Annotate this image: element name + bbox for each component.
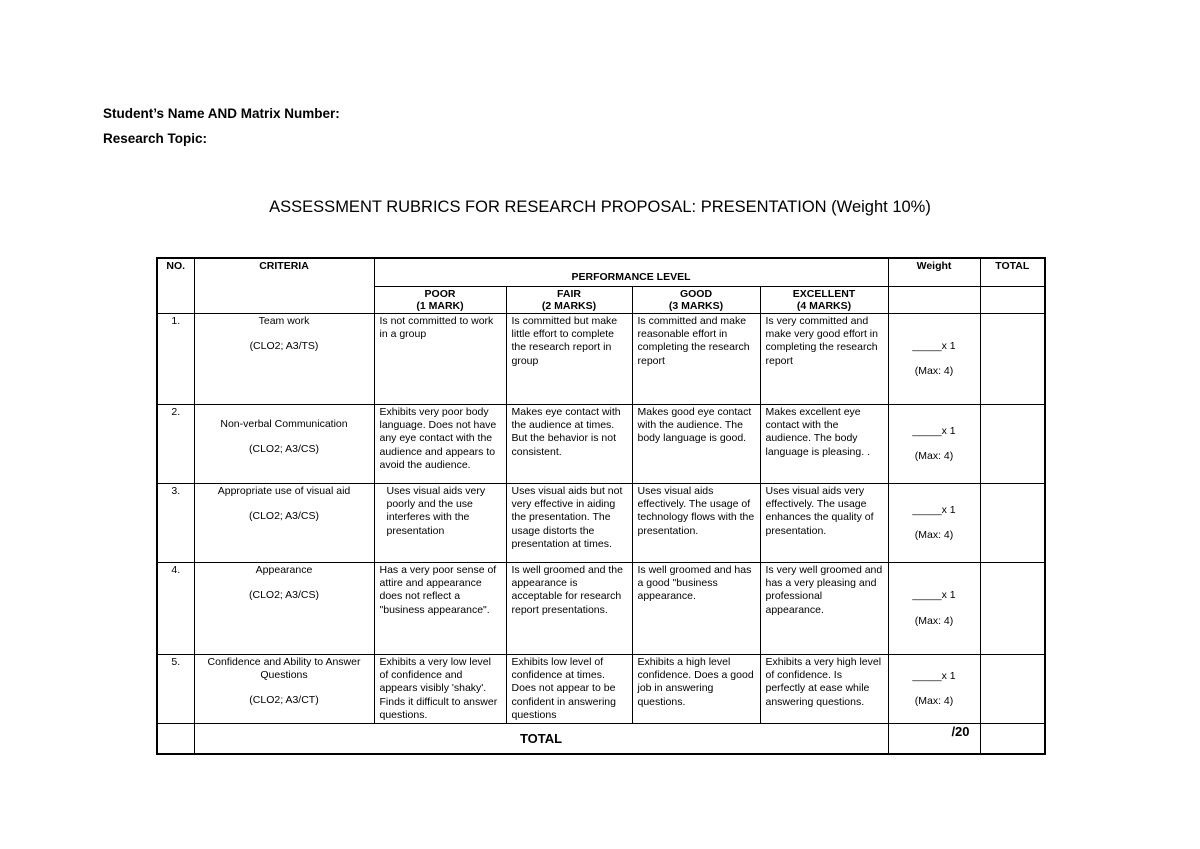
level-name: FAIR — [557, 288, 581, 300]
level-marks: (4 MARKS) — [796, 300, 852, 312]
criteria-code: (CLO2; A3/TS) — [249, 340, 319, 353]
criteria-code: (CLO2; A3/CS) — [248, 510, 320, 523]
row-total-cell — [980, 405, 1045, 484]
level-marks: (2 MARKS) — [541, 300, 597, 312]
criteria-code: (CLO2; A3/CS) — [248, 443, 320, 456]
row-total-cell — [980, 655, 1045, 724]
table-row — [157, 655, 1045, 724]
weight-cell — [888, 655, 980, 724]
fair-descriptor: Makes eye contact with the audience at times. But the behavior is not consistent. — [506, 405, 632, 484]
weight-blank: _____x 1 — [912, 589, 956, 602]
excellent-descriptor: Exhibits a very high level of confidence. Is perfectly at ease while answering questions. — [760, 655, 888, 724]
good-descriptor: Is committed and make reasonable effort in completing the research report — [632, 314, 760, 405]
column-header-criteria: CRITERIA — [194, 258, 374, 314]
column-header-total: TOTAL — [980, 258, 1045, 287]
student-name-label: Student’s Name AND Matrix Number: — [103, 106, 340, 121]
total-row-no-cell — [157, 724, 194, 755]
poor-descriptor: Uses visual aids very poorly and the use interferes with the presentation — [374, 484, 506, 563]
excellent-descriptor: Is very well groomed and has a very pleasing and professional appearance. — [760, 563, 888, 655]
fair-descriptor: Is well groomed and the appearance is acceptable for research report presentations. — [506, 563, 632, 655]
level-marks: (1 MARK) — [416, 300, 464, 312]
table-row — [157, 484, 1045, 563]
row-number: 5. — [157, 655, 194, 724]
row-number: 2. — [157, 405, 194, 484]
criteria-name: Team work — [258, 315, 310, 327]
weight-max: (Max: 4) — [914, 695, 954, 707]
row-number: 4. — [157, 563, 194, 655]
level-header-excellent — [760, 287, 888, 314]
weight-cell — [888, 484, 980, 563]
weight-blank: _____x 1 — [912, 669, 956, 682]
excellent-descriptor: Is very committed and make very good effort in completing the research report — [760, 314, 888, 405]
weight-cell — [888, 563, 980, 655]
criteria-name: Appearance — [255, 564, 313, 576]
good-descriptor: Makes good eye contact with the audience. The body language is good. — [632, 405, 760, 484]
total-row — [157, 724, 1045, 755]
row-total-cell — [980, 563, 1045, 655]
research-topic-label: Research Topic: — [103, 131, 208, 146]
column-header-weight: Weight — [888, 258, 980, 287]
level-name: POOR — [424, 288, 456, 300]
column-header-no: NO. — [157, 258, 194, 314]
weight-max: (Max: 4) — [914, 529, 954, 541]
grand-total-cell — [980, 724, 1045, 755]
criteria-cell — [194, 484, 374, 563]
document-title: ASSESSMENT RUBRICS FOR RESEARCH PROPOSAL: PRESENTATION (Weight 10%) — [269, 198, 931, 216]
criteria-name: Confidence and Ability to Answer Questions — [207, 656, 361, 682]
weight-max: (Max: 4) — [914, 614, 954, 627]
criteria-name: Appropriate use of visual aid — [217, 485, 351, 497]
column-header-performance-level: PERFORMANCE LEVEL — [374, 258, 888, 287]
poor-descriptor: Exhibits very poor body language. Does not have any eye contact with the audience and appears to avoid the audience. — [374, 405, 506, 484]
row-number: 1. — [157, 314, 194, 405]
good-descriptor: Is well groomed and has a good "business appearance. — [632, 563, 760, 655]
poor-descriptor: Is not committed to work in a group — [374, 314, 506, 405]
row-total-cell — [980, 484, 1045, 563]
criteria-code: (CLO2; A3/CT) — [249, 694, 319, 707]
level-name: EXCELLENT — [792, 288, 856, 300]
criteria-code: (CLO2; A3/CS) — [248, 589, 320, 602]
level-name: GOOD — [679, 288, 713, 300]
good-descriptor: Uses visual aids effectively. The usage of technology flows with the presentation. — [632, 484, 760, 563]
criteria-cell — [194, 405, 374, 484]
total-max-score: /20 — [888, 724, 980, 755]
criteria-cell — [194, 655, 374, 724]
total-subheader — [980, 287, 1045, 314]
weight-subheader — [888, 287, 980, 314]
criteria-cell — [194, 563, 374, 655]
poor-descriptor: Exhibits a very low level of confidence and appears visibly 'shaky'. Finds it difficult to answer questions. — [374, 655, 506, 724]
rubric-table — [156, 257, 1046, 755]
weight-cell — [888, 405, 980, 484]
table-row — [157, 563, 1045, 655]
weight-max: (Max: 4) — [914, 450, 954, 462]
weight-blank: _____x 1 — [912, 339, 956, 352]
level-header-fair — [506, 287, 632, 314]
excellent-descriptor: Uses visual aids very effectively. The usage enhances the quality of presentation. — [760, 484, 888, 563]
criteria-name: Non-verbal Communication — [220, 418, 348, 430]
total-label: TOTAL — [194, 724, 888, 755]
weight-max: (Max: 4) — [914, 365, 954, 377]
criteria-cell — [194, 314, 374, 405]
fair-descriptor: Is committed but make little effort to complete the research report in group — [506, 314, 632, 405]
weight-cell — [888, 314, 980, 405]
fair-descriptor: Uses visual aids but not very effective in aiding the presentation. The usage distorts the presentation at times. — [506, 484, 632, 563]
row-number: 3. — [157, 484, 194, 563]
poor-descriptor: Has a very poor sense of attire and appearance does not reflect a "business appearance". — [374, 563, 506, 655]
excellent-descriptor: Makes excellent eye contact with the audience. The body language is pleasing. . — [760, 405, 888, 484]
weight-blank: _____x 1 — [912, 503, 956, 516]
level-marks: (3 MARKS) — [668, 300, 724, 312]
good-descriptor: Exhibits a high level confidence. Does a good job in answering questions. — [632, 655, 760, 724]
fair-descriptor: Exhibits low level of confidence at times. Does not appear to be confident in answering questions — [506, 655, 632, 724]
weight-blank: _____x 1 — [912, 424, 956, 437]
level-header-poor — [374, 287, 506, 314]
table-row — [157, 405, 1045, 484]
level-header-good — [632, 287, 760, 314]
row-total-cell — [980, 314, 1045, 405]
table-row — [157, 314, 1045, 405]
